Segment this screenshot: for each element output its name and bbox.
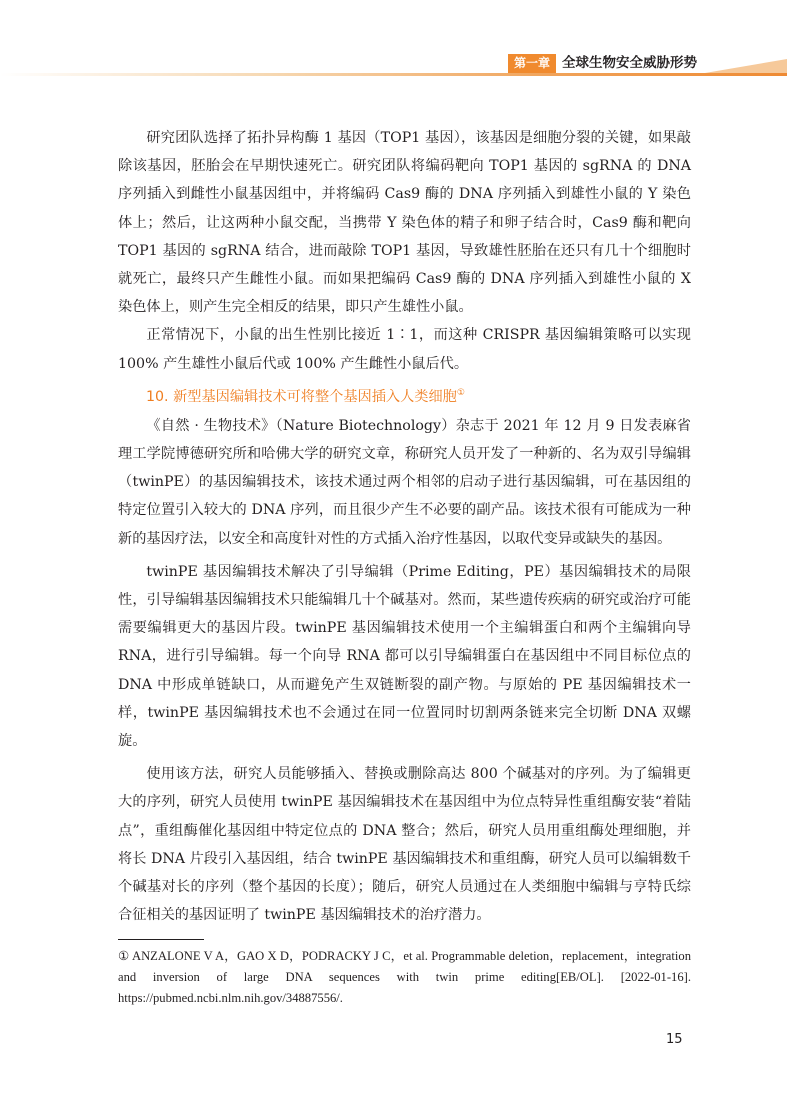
paragraph: twinPE 基因编辑技术解决了引导编辑（Prime Editing，PE）基因编辑技术的局限性，引导编辑基因编辑技术只能编辑几十个碱基对。然而，某些遗传疾病的研究或治疗可能需要编辑更大的基因片段。twinPE 基因编辑技术使用一个主编辑蛋白和两个主编辑向导 RNA，进行引导编辑。每一个向导 RNA 都可以引导编辑蛋白在基因组中不同目标位点的 DNA 中形成单链缺口，从而避免产生双链断裂的副产物。与原始的 PE 基因编辑技术一样，twinPE 基因编辑技术也不会通过在同一位置同时切割两条链来完全切断 DNA 双螺旋。 — [118, 563, 691, 750]
section-heading — [118, 378, 691, 412]
footnote-reference[interactable]: ① — [456, 387, 465, 398]
paragraph: 研究团队选择了拓扑异构酶 1 基因（TOP1 基因），该基因是细胞分裂的关键，如果敲除该基因，胚胎会在早期快速死亡。研究团队将编码靶向 TOP1 基因的 sgRNA 的 DNA 序列插入到雌性小鼠基因组中，并将编码 Cas9 酶的 DNA 序列插入到雄性小鼠的 Y 染色体上；然后，让这两种小鼠交配，当携带 Y 染色体的精子和卵子结合时，Cas9 酶和靶向 TOP1 基因的 sgRNA 结合，进而敲除 TOP1 基因，导致雄性胚胎在还只有几十个细胞时就死亡，最终只产生雌性小鼠。而如果把编码 Cas9 酶的 DNA 序列插入到雄性小鼠的 X 染色体上，则产生完全相反的结果，即只产生雄性小鼠。 — [118, 130, 691, 316]
body-text — [118, 124, 691, 929]
section-heading-text: 10. 新型基因编辑技术可将整个基因插入人类细胞 — [146, 388, 457, 405]
chapter-title: 全球生物安全威胁形势 — [562, 55, 697, 71]
paragraph: 《自然 · 生物技术》（Nature Biotechnology）杂志于 2021 年 12 月 9 日发表麻省理工学院博德研究所和哈佛大学的研究文章，称研究人员开发了一种新的、名为双引导编辑（twinPE）的基因编辑技术，该技术通过两个相邻的启动子进行基因编辑，可在基因组的特定位置引入较大的 DNA 序列，而且很少产生不必要的副产品。该技术很有可能成为一种新的基因疗法，以安全和高度针对性的方式插入治疗性基因，以取代变异或缺失的基因。 — [118, 417, 691, 547]
header-rule — [0, 73, 787, 76]
footnote-divider — [118, 939, 204, 940]
page-header — [0, 0, 787, 80]
header-wedge — [705, 59, 787, 73]
paragraph: 正常情况下，小鼠的出生性别比接近 1∶1，而这种 CRISPR 基因编辑策略可以实现 100% 产生雄性小鼠后代或 100% 产生雌性小鼠后代。 — [118, 327, 691, 372]
paragraph: 使用该方法，研究人员能够插入、替换或删除高达 800 个碱基对的序列。为了编辑更大的序列，研究人员使用 twinPE 基因编辑技术在基因组中为位点特异性重组酶安装“着陆点”，重组酶催化基因组中特定位点的 DNA 整合；然后，研究人员用重组酶处理细胞，并将长 DNA 片段引入基因组，结合 twinPE 基因编辑技术和重组酶，研究人员可以编辑数千个碱基对长的序列（整个基因的长度）；随后，研究人员通过在人类细胞中编辑与亨特氏综合征相关的基因证明了 twinPE 基因编辑技术的治疗潜力。 — [118, 766, 691, 924]
page-number: 15 — [666, 1032, 683, 1047]
footnote: ① ANZALONE V A，GAO X D，PODRACKY J C，et al. Programmable deletion，replacement，integration and inversion of large DNA sequences with twin prime editing[EB/OL]. [2022-01-16]. https://pubmed.ncbi.nlm.nih.gov/34887556/. — [118, 949, 691, 1005]
chapter-badge: 第一章 — [508, 54, 556, 73]
